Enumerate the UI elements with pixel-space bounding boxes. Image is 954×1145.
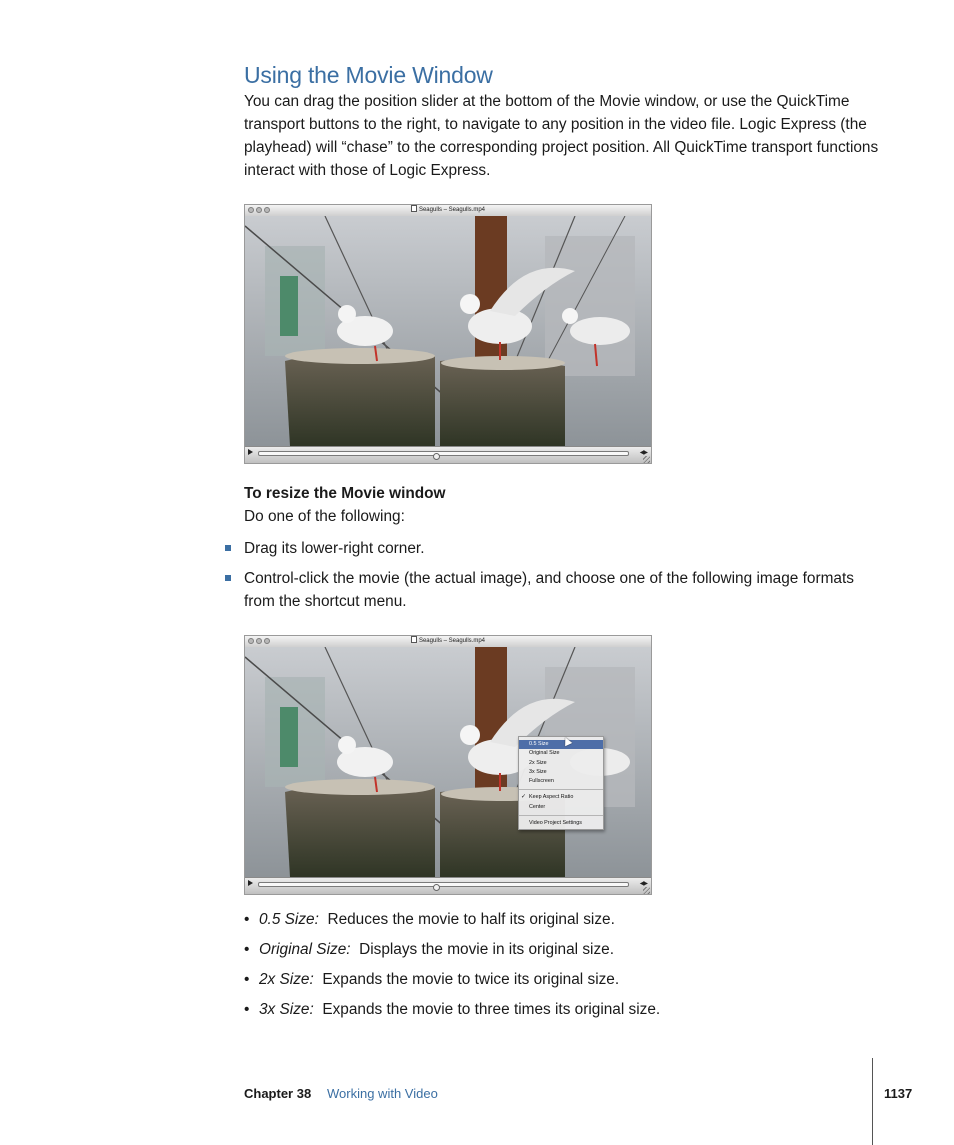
definition-item: • 2x Size: Expands the movie to twice its original size. [244,968,619,991]
menu-separator [519,815,603,816]
transport-controls [245,446,651,464]
play-icon[interactable] [248,449,253,455]
definition-item: • 3x Size: Expands the movie to three times its original size. [244,998,660,1021]
bullet-square-icon [225,575,231,581]
task-title: To resize the Movie window [244,485,446,502]
position-slider[interactable] [258,451,629,456]
footer-chapter: Chapter 38 [244,1086,312,1101]
menu-item-original-size[interactable]: Original Size [529,750,560,757]
document-icon [411,205,417,212]
definition-item: • Original Size: Displays the movie in its original size. [244,938,614,961]
menu-item-video-project-settings[interactable]: Video Project Settings [529,820,582,827]
menu-separator [519,789,603,790]
menu-item-2x-size[interactable]: 2x Size [529,759,547,766]
section-title: Using the Movie Window [244,62,493,88]
task-lead: Do one of the following: [244,508,405,525]
step-buttons-icon[interactable]: ◀▶ [639,450,647,456]
position-slider[interactable] [258,882,629,887]
bullet-item: Control-click the movie (the actual image), and choose one of the following image formats from the shortcut menu. [244,570,854,610]
menu-item-half-size[interactable]: 0.5 Size [519,740,603,749]
menu-item-center[interactable]: Center [529,803,546,810]
window-title: Seagulls – Seagulls.mp4 [418,207,486,213]
movie-window-with-menu [244,635,652,895]
step-buttons-icon[interactable]: ◀▶ [639,881,647,887]
play-icon[interactable] [248,880,253,886]
resize-handle[interactable] [643,887,650,894]
bullet-dot-icon: • [244,1001,250,1018]
bullet-square-icon [225,545,231,551]
movie-window [244,204,652,464]
footer-chapter-title[interactable]: Working with Video [327,1086,438,1101]
document-icon [411,636,417,643]
shortcut-menu [518,736,604,830]
bullet-dot-icon: • [244,971,250,988]
checkmark-icon: ✓ [521,794,527,801]
intro-paragraph: You can drag the position slider at the bottom of the Movie window, or use the QuickTime transport buttons to the right, to navigate to any position in the video file. Logic Express (the playhead) will “chase” to the corresponding project position. All QuickTime transport functions interact with those of Logic Express. [244,93,879,179]
menu-item-keep-aspect-ratio[interactable]: ✓ Keep Aspect Ratio [519,793,603,802]
slider-thumb[interactable] [433,453,440,460]
page-number: 1137 [884,1086,913,1101]
bullet-dot-icon: • [244,911,250,928]
menu-item-3x-size[interactable]: 3x Size [529,768,547,775]
slider-thumb[interactable] [433,884,440,891]
resize-handle[interactable] [643,456,650,463]
menu-item-fullscreen[interactable]: Fullscreen [529,778,554,785]
window-title: Seagulls – Seagulls.mp4 [418,638,486,644]
movie-video-frame[interactable] [245,216,651,446]
definition-item: • 0.5 Size: Reduces the movie to half its original size. [244,908,615,931]
bullet-item: Drag its lower-right corner. [244,540,425,557]
transport-controls [245,877,651,895]
footer-divider [872,1058,873,1145]
bullet-dot-icon: • [244,941,250,958]
